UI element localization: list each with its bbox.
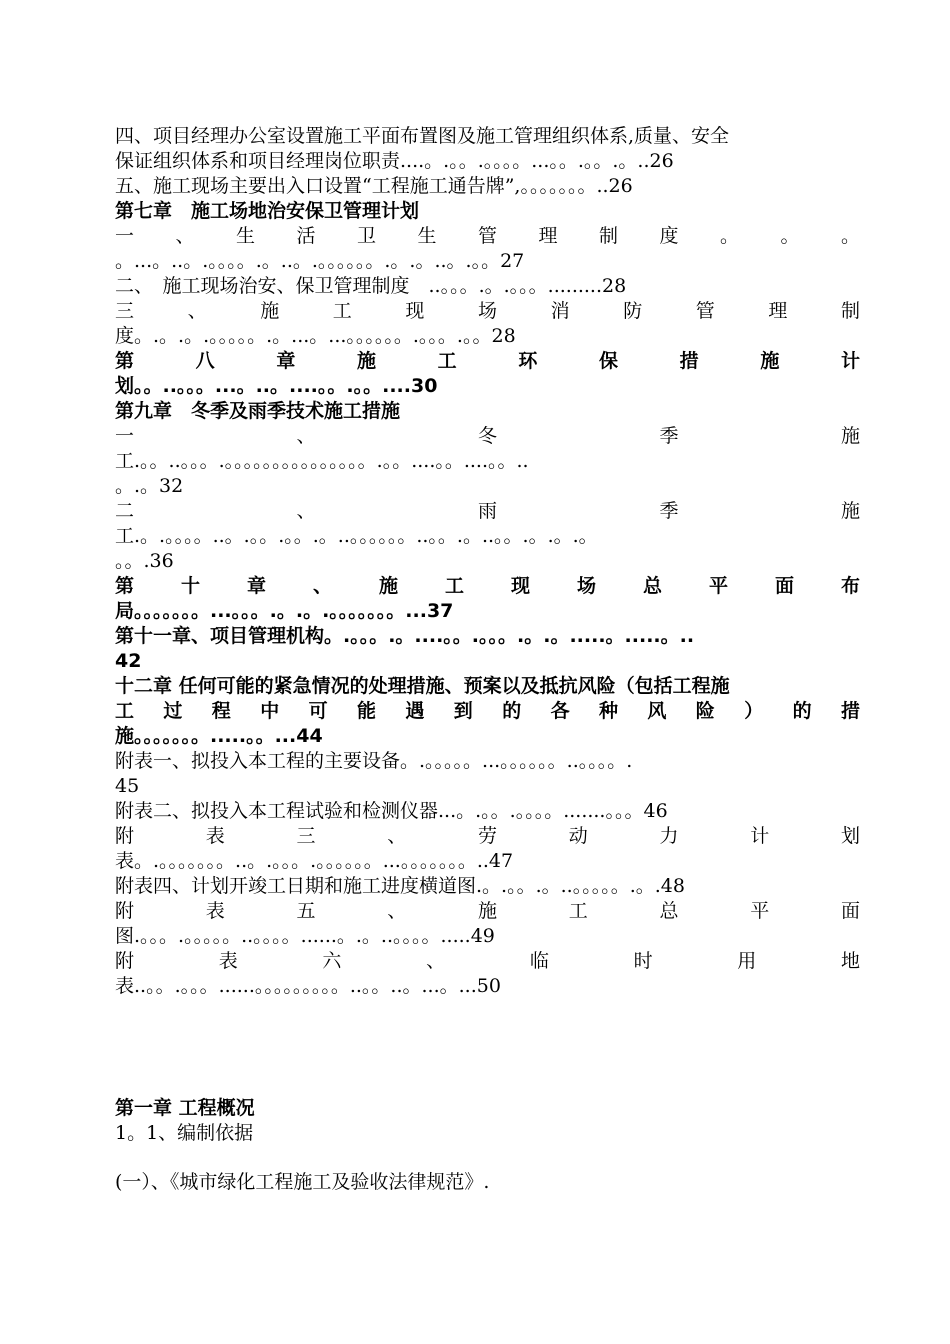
toc-chapter-heading: 42 [115,650,142,672]
toc-line: 。。.36 [115,550,174,572]
toc-line: 一 、 冬 季 施 [115,425,860,447]
toc-chapter-heading: 第九章 冬季及雨季技术施工措施 [115,400,401,422]
toc-line: 图.。。。.。。。。。..。。。。......。.。..。。。。.....49 [115,925,495,947]
toc-chapter-heading: 工 过 程 中 可 能 遇 到 的 各 种 风 险 ） 的 措 [115,700,860,722]
toc-line: 附表四、计划开竣工日期和施工进度横道图.。.。。.。..。。。。。.。.48 [115,875,685,897]
toc-line: 四、项目经理办公室设置施工平面布置图及施工管理组织体系,质量、安全 [115,125,730,147]
toc-line: 45 [115,775,140,797]
toc-line: 表..。。.。。。......。。。。。。。。。..。。..。...。...50 [115,975,501,997]
toc-line: 工.。。..。。。.。。。。。。。。。。。。。。。.。。....。。....。。.. [115,450,529,472]
toc-line: 附 表 五 、 施 工 总 平 面 [115,900,860,922]
toc-chapter-heading: 施。。。。。。。.....。。...44 [115,725,323,747]
toc-line: 附表二、拟投入本工程试验和检测仪器...。.。。.。。。。.......。。。46 [115,800,668,822]
toc-line: 表。.。。。。。。。..。.。。。.。。。。。。...。。。。。。。..47 [115,850,514,872]
chapter-title: 第一章 工程概况 [115,1097,255,1119]
toc-line: 附 表 六 、 临 时 用 地 [115,950,860,972]
toc-line: 工.。.。。。。..。.。。.。。.。..。。。。。。..。。.。..。。.。.。.。 [115,525,598,547]
toc-chapter-heading: 第 十 章 、 施 工 现 场 总 平 面 布 [115,575,860,597]
toc-line: 度。.。.。.。。。。。.。...。...。。。。。。.。。。.。。28 [115,325,516,347]
toc-chapter-heading: 第七章 施工场地治安保卫管理计划 [115,200,420,222]
toc-line: 附表一、拟投入本工程的主要设备。.。。。。。...。。。。。。..。。。。. [115,750,633,772]
toc-line: 。...。..。.。。。。.。..。.。。。。。。.。.。..。.。。27 [115,250,525,272]
toc-chapter-heading: 第十一章、项目管理机构。.。。。.。....。。.。。。.。.。.....。.....。.. [115,625,695,647]
toc-line: 。.。32 [115,475,184,497]
paragraph: (一）、《城市绿化工程施工及验收法律规范》. [115,1171,490,1193]
toc-line: 二 、 雨 季 施 [115,500,860,522]
toc-chapter-heading: 第 八 章 施 工 环 保 措 施 计 [115,350,860,372]
toc-line: 三 、 施 工 现 场 消 防 管 理 制 [115,300,860,322]
toc-line: 一 、 生 活 卫 生 管 理 制 度 。 。 。 [115,225,860,247]
toc-line: 附 表 三 、 劳 动 力 计 划 [115,825,860,847]
toc-line: 保证组织体系和项目经理岗位职责....。.。。.。。。。...。。.。。.。..26 [115,150,674,172]
toc-line: 五、施工现场主要出入口设置“工程施工通告牌”,。。。。。。。..26 [115,175,633,197]
toc-chapter-heading: 局。。。。。。。...。。。.。.。.。。。。。。。...37 [115,600,454,622]
toc-chapter-heading: 划。。..。。。...。..。....。。.。。....30 [115,375,438,397]
toc-line: 二、 施工现场治安、保卫管理制度 ..。。。.。.。。。.........28 [115,275,627,297]
section-heading: 1。1、编制依据 [115,1122,254,1144]
toc-chapter-heading: 十二章 任何可能的紧急情况的处理措施、预案以及抵抗风险（包括工程施 [115,675,730,697]
